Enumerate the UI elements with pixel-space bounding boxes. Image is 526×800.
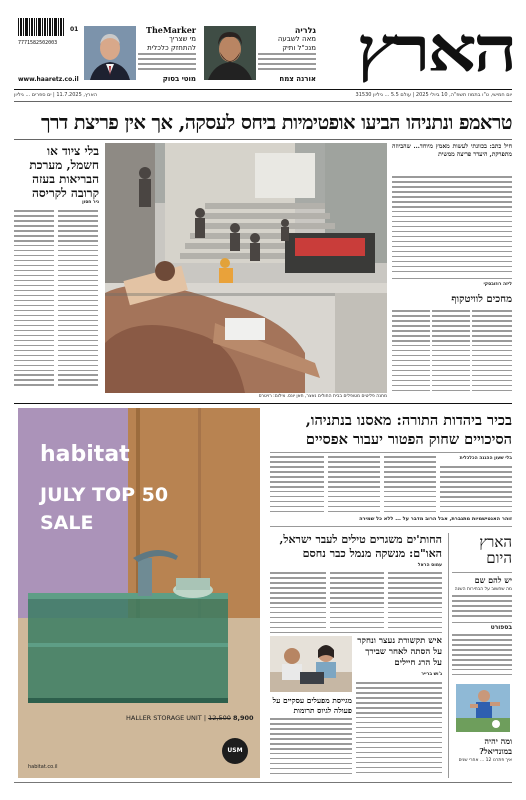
- mid-rule: [14, 403, 512, 404]
- third-byline: ג'וש ברייר: [421, 672, 442, 677]
- ad-price-new: 8,900: [232, 714, 254, 722]
- bottom-rule: [14, 782, 512, 783]
- torah-body-col4: [270, 456, 324, 514]
- haaretz-today-logo: הארץ היום: [479, 533, 512, 567]
- date-bar: [14, 90, 512, 100]
- ad-product-name: HALLER STORAGE UNIT: [126, 714, 202, 722]
- torah-strap[interactable]: זוהר האנטישמיות מתגברת, אבל הרוב מדבר על ... ללא כל שמירה: [359, 516, 512, 522]
- datebar-rule: [14, 101, 512, 102]
- lead-photo-caption: מחנה פליטים מטופלים בבית החולים נאצר, חאן יונס. צילום: רויטרס: [258, 394, 387, 399]
- side-story-body-col2: [58, 210, 98, 392]
- galleria-section-label: גלריה: [294, 26, 316, 35]
- third-headline[interactable]: איש תקשורת נעצר ונחקר על הסתה לאחר שבירך על הרג חיילים: [357, 636, 442, 668]
- haaretz-today-photo: [456, 684, 510, 732]
- portrait-bearded-man-icon: [204, 26, 256, 80]
- barcode-number: 7771582502003: [18, 40, 58, 46]
- date-bar-left: הארץ, 11.7.2025 | ים ספרים ... גיליון: [14, 92, 98, 98]
- barcode-icon: [18, 18, 68, 36]
- third-body: [356, 682, 442, 778]
- barcode: [18, 18, 68, 44]
- headline-rule: [14, 139, 512, 140]
- secondary-body-col1: [388, 572, 442, 630]
- haaretz-today-item1-title[interactable]: יש להם שם: [474, 575, 512, 585]
- haaretz-today-item1-body: [452, 595, 512, 620]
- torah-body-col3: [328, 456, 380, 514]
- bottom-photo: [270, 636, 352, 692]
- haaretz-today-item1-text: מה שחשוב על הבחירות השנה: [454, 587, 512, 592]
- ad-usm-badge: [222, 738, 248, 764]
- galleria-line2: מנכ"ל ותיק: [282, 44, 316, 52]
- column-body-col3: [392, 310, 430, 394]
- haaretz-today-item2-title[interactable]: ומה יהיה במונדיאל?: [479, 736, 512, 756]
- bottom-left-headline[interactable]: מגייסת מפעלים עסקיים על פעולה לגיוס תרומות: [272, 696, 352, 715]
- secondary-body-col2: [330, 572, 384, 630]
- secondary-body-col3: [270, 572, 326, 630]
- secondary-headline[interactable]: החות'ים משגרים טילים לעבר ישראל, האו"ם: מנשקה מנמל כבר נחסם: [279, 533, 442, 560]
- galleria-portrait: [204, 26, 256, 80]
- torah-kicker: בלי שעון ההגנה הכלכלית: [459, 456, 512, 461]
- barcode-label: 01: [70, 26, 79, 33]
- torah-body-col2: [384, 456, 436, 514]
- column-rule: [392, 278, 512, 279]
- torah-rule: [270, 452, 512, 453]
- lead-headline[interactable]: טראמפ ונתניהו הביעו אופטימיות ביחס לעסקה, אך אין פריצת דרך: [40, 111, 512, 134]
- people-at-laptop-photo-icon: [270, 636, 352, 692]
- column-title[interactable]: מחכים לוויטקוף: [451, 294, 512, 305]
- side-story-byline: ניר חסון: [82, 200, 99, 205]
- themarker-teaser[interactable]: [138, 26, 196, 82]
- themarker-text-lines: [138, 53, 196, 75]
- side-story-body: [14, 210, 54, 392]
- lead-subhead[interactable]: חיל כתב: בכוונתי לעשות מאמץ מיוחד... שהביוזה מתפרקת, היעדר פריצה ממשית: [392, 143, 512, 158]
- themarker-line1: מי שצריך: [169, 35, 196, 43]
- haaretz-today-item2-text: איך פתרנו 12 ... אחרי שנים: [458, 758, 512, 763]
- hospital-corridor-photo-icon: [105, 143, 387, 393]
- ad-usm-badge-label: USM: [227, 747, 243, 754]
- column-author-label: ליזה רוזובסקי: [483, 282, 512, 287]
- lead-body-text: [392, 176, 512, 274]
- themarker-portrait: [84, 26, 136, 80]
- ad-url[interactable]: habitat.co.il: [28, 764, 58, 770]
- ad-product-line: [126, 714, 254, 722]
- torah-headline[interactable]: בכיר ביהדות התורה: מאסנו בנתניהו, הסיכויים שחוק הפטור יעבור אפסיים: [305, 412, 512, 448]
- themarker-byline: מוטי בסוק: [162, 75, 196, 83]
- themarker-section-label: TheMarker: [146, 25, 196, 35]
- lead-photo: [105, 143, 387, 393]
- soccer-player-photo-icon: [456, 684, 510, 732]
- masthead-logo: הארץ: [356, 13, 514, 86]
- column-body-col2: [432, 310, 470, 394]
- date-bar-right: יום חמישי, ט"ו בתמוז תשפ"ה, 10 ביולי 2025 | עולם 5.5 ... גיליון 31530: [355, 92, 512, 98]
- third-top-rule: [270, 632, 442, 633]
- ad-divider: |: [203, 714, 209, 722]
- side-story-headline[interactable]: בלי ציוד או חשמל, מערכת הבריאות בעזה קרובה לקריסה: [29, 144, 99, 200]
- haaretz-today-section2: בספורט: [490, 624, 512, 631]
- galleria-byline: אורנה צמח: [279, 75, 316, 83]
- ad-headline: JULY TOP 50: [40, 484, 169, 506]
- secondary-byline: עמוס הראל: [417, 563, 442, 568]
- ad-subheadline: SALE: [40, 512, 94, 534]
- haaretz-today-rule2: [452, 622, 512, 623]
- column-body-col1: [472, 310, 512, 394]
- themarker-line2: להתחזק כלכלית: [147, 44, 196, 52]
- bottom-left-body: [270, 718, 352, 778]
- ad-price-old: 12,500: [208, 714, 231, 722]
- website-url[interactable]: www.haaretz.co.il: [18, 76, 79, 83]
- habitat-advertisement[interactable]: [18, 408, 260, 778]
- haaretz-today-rule: [452, 572, 512, 573]
- haaretz-today-section2-body: [452, 634, 512, 680]
- torah-body-col1: [440, 466, 512, 514]
- galleria-line1: מאה לשבעה: [277, 35, 316, 43]
- torah-bottom-rule: [270, 526, 512, 527]
- ad-brand-logo: habitat: [40, 442, 130, 467]
- portrait-man-suit-icon: [84, 26, 136, 80]
